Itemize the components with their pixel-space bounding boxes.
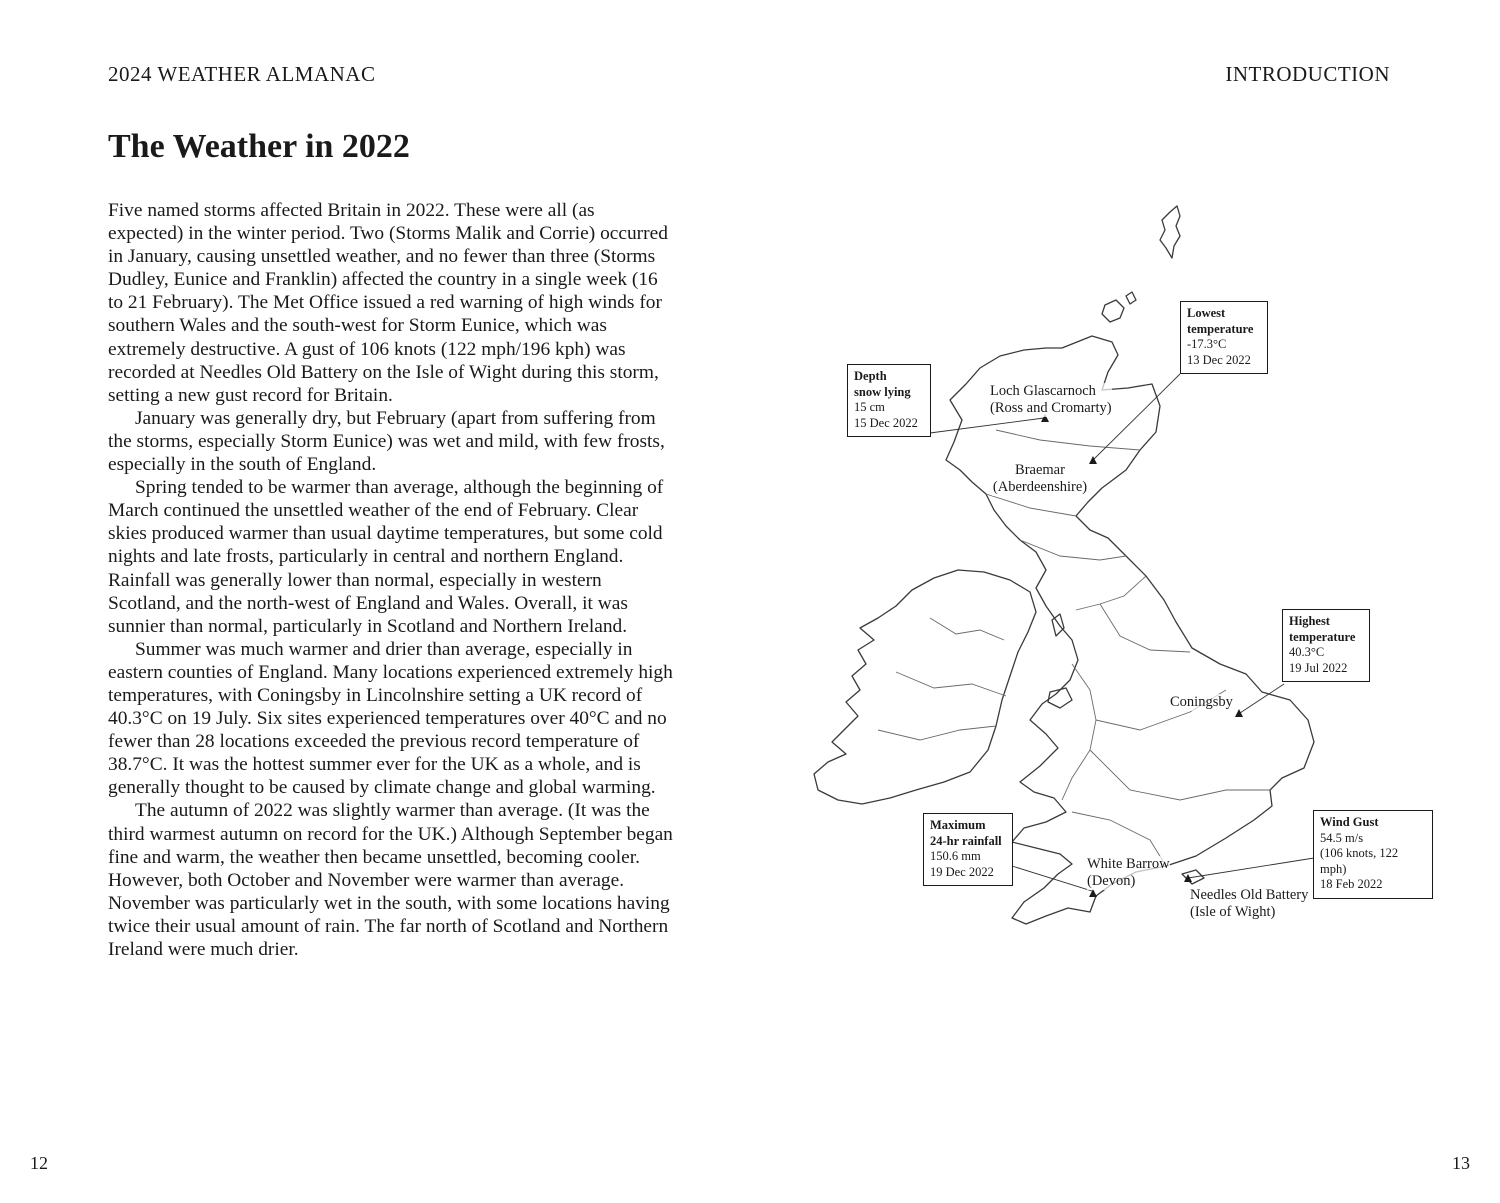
paragraph-storms: Five named storms affected Britain in 2022. These were all (as expected) in the winter period. Two (Storms Malik and Corrie) occurred in January, causing unsettled weather, and no fewer than three (Storms Dudley, Eunice and Franklin) affected the country in a single week (16 to 21 February). The Met Office issued a red warning of high winds for southern Wales and the south-west for Storm Eunice, which was extremely destructive. A gust of 106 knots (122 mph/196 kph) was recorded at Needles Old Battery on the Isle of Wight during this storm, setting a new gust record for Britain.	[108, 200, 668, 406]
place-label-white-barrow: White Barrow (Devon)	[1087, 856, 1170, 889]
ireland-outline	[814, 570, 1036, 804]
anglesey-outline	[1048, 688, 1072, 708]
callout-depth-snow: Depth snow lying 15 cm 15 Dec 2022	[847, 364, 931, 437]
leader-max-rainfall	[1012, 866, 1092, 891]
ireland-province-border-2	[878, 726, 996, 740]
site-marker-coningsby	[1235, 709, 1243, 717]
page-number-right: 13	[1452, 1153, 1470, 1173]
shetland-outline	[1160, 206, 1180, 258]
place-label-braemar: Braemar (Aberdeenshire)	[992, 462, 1088, 495]
callout-lowest-temperature: Lowest temperature -17.3°C 13 Dec 2022	[1180, 301, 1268, 374]
regional-border-south	[1090, 750, 1270, 800]
scotland-england-border	[1076, 576, 1146, 610]
leader-highest-temp	[1240, 684, 1284, 713]
chapter-title: The Weather in 2022	[108, 128, 410, 165]
paragraph-summer: Summer was much warmer and drier than average, especially in eastern counties of England. Many locations experienced extremely high temperatures, with Coningsby in Lincolnshire setting a UK record of 40.3°C on 19 July. Six sites experienced temperatures over 40°C and no fewer than 28 locations exceeded the previous record temperature of 38.7°C. It was the hottest summer ever for the UK as a whole, and is generally thought to be caused by climate change and global warming.	[108, 638, 673, 799]
place-label-loch-glascarnoch: Loch Glascarnoch (Ross and Cromarty)	[990, 383, 1112, 416]
page-number-left: 12	[30, 1153, 48, 1173]
paragraph-autumn: The autumn of 2022 was slightly warmer than average. (It was the third warmest autumn on record for the UK.) Although September began fine and warm, the weather then became unsettled, becoming cooler. However, both October and November were warmer than average. November was particularly wet in the south, with some locations having twice their usual amount of rain. The far north of Scotland and Northern Ireland were much drier.	[108, 800, 673, 960]
leader-wind-gust	[1188, 858, 1314, 878]
running-head-left: 2024 WEATHER ALMANAC	[108, 62, 376, 86]
regional-border-north	[1100, 604, 1190, 652]
place-label-needles: Needles Old Battery (Isle of Wight)	[1190, 887, 1309, 920]
ireland-border	[930, 618, 1004, 640]
ireland-province-border-1	[896, 672, 1006, 696]
scotland-region-border-1	[996, 430, 1140, 450]
place-label-coningsby: Coningsby	[1170, 694, 1233, 710]
running-head-right: INTRODUCTION	[1225, 62, 1390, 86]
scotland-region-border-2	[986, 494, 1076, 516]
paragraph-spring: Spring tended to be warmer than average, although the beginning of March continued the unsettled weather of the end of February. Clear skies produced warmer than usual daytime temperatures, but some cold nights and late frosts, particularly in central and northern England. Rainfall was generally lower than normal, especially in western Scotland, and the north-west of England and Wales. Overall, it was sunnier than normal, particularly in Scotland and Northern Ireland.	[108, 477, 664, 637]
scotland-region-border-3	[1020, 540, 1126, 560]
callout-highest-temperature: Highest temperature 40.3°C 19 Jul 2022	[1282, 609, 1370, 682]
callout-max-rainfall: Maximum 24-hr rainfall 150.6 mm 19 Dec 2022	[923, 813, 1013, 886]
orkney-outline	[1102, 292, 1136, 322]
wales-england-border	[1062, 664, 1096, 800]
leader-depth-snow	[930, 418, 1044, 433]
paragraph-winter: January was generally dry, but February (apart from suffering from the storms, especially Storm Eunice) was wet and mild, with few frosts, especially in the south of England.	[108, 407, 665, 476]
article-body	[108, 199, 674, 961]
callout-wind-gust: Wind Gust 54.5 m/s (106 knots, 122 mph) 18 Feb 2022	[1313, 810, 1433, 899]
